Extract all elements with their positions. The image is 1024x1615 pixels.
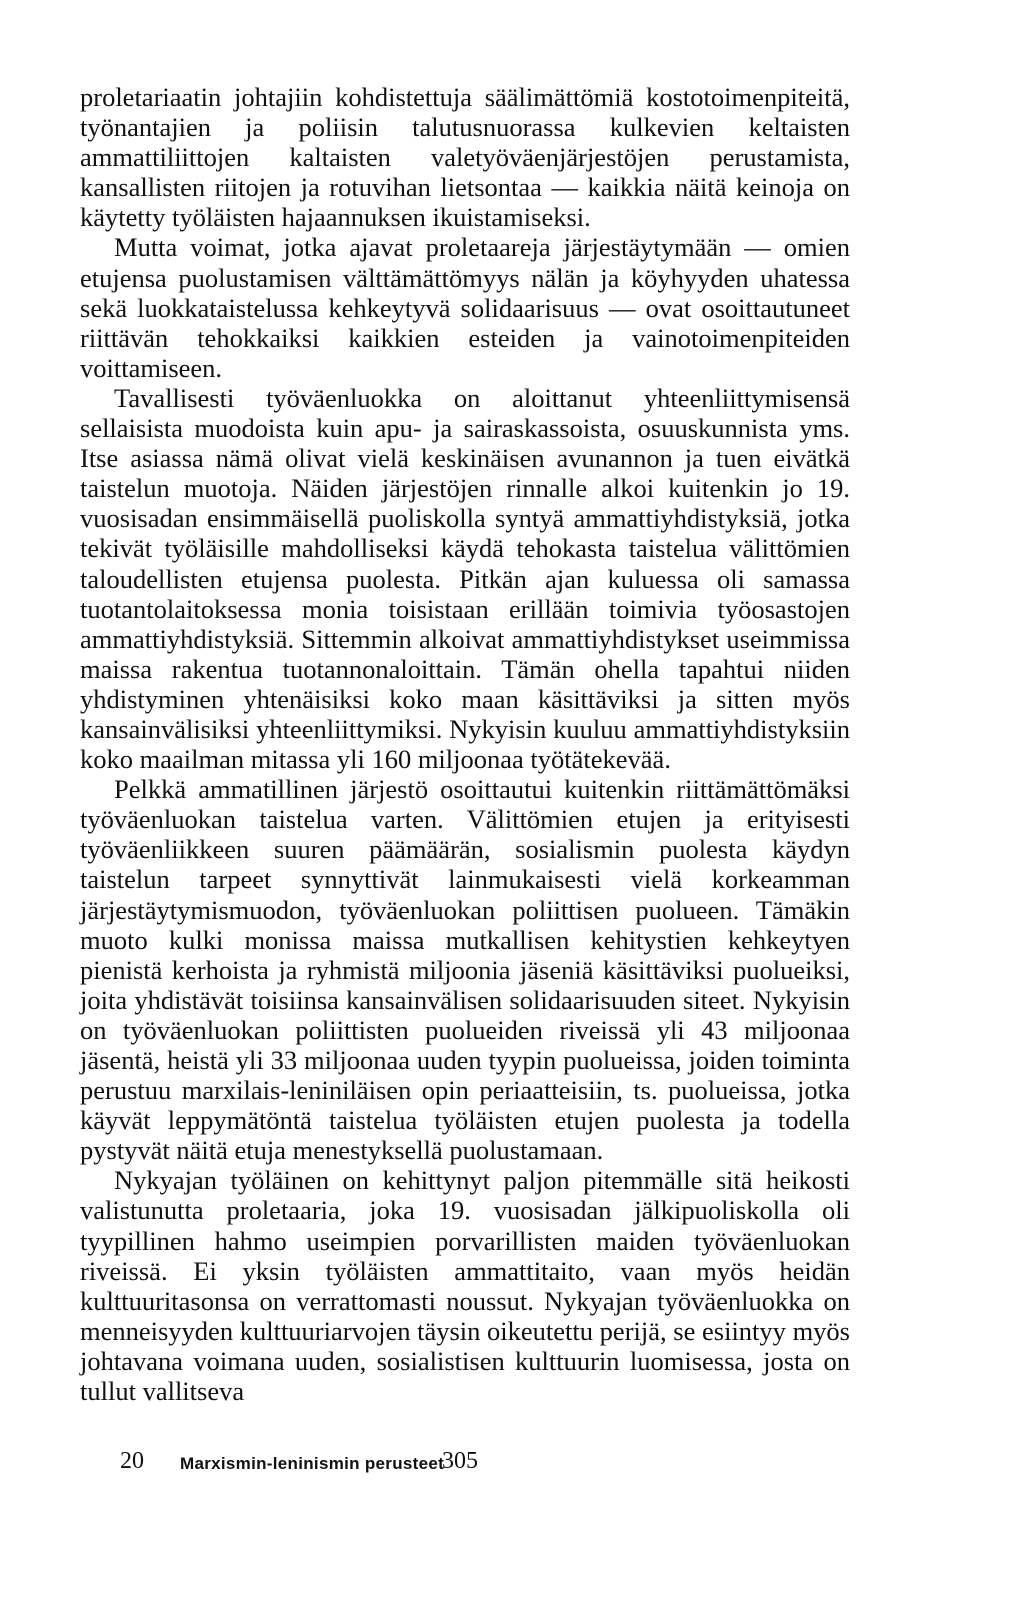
page-number: 305 (442, 1448, 478, 1474)
paragraph-2: Mutta voimat, jotka ajavat proletaareja järjestäytymään — omien etujensa puolustamisen välttämättömyys nälän ja köyhyyden uhatessa sekä luokkataistelussa kehkeytyvä solidaarisuus — ovat osoittautuneet riittävän tehokkaiksi kaikkien esteiden ja vainotoimenpiteiden voittamiseen. (80, 232, 850, 383)
paragraph-3: Tavallisesti työväenluokka on aloittanut yhteenliittymisensä sellaisista muodoista kuin apu- ja sairaskassoista, osuuskunnista yms. Itse asiassa nämä olivat vielä keskinäisen avunannon ja tuen eivätkä taistelun muotoja. Näiden järjestöjen rinnalle alkoi kuitenkin jo 19. vuosisadan ensimmäisellä puoliskolla syntyä ammattiyhdistyksiä, jotka tekivät työläisille mahdolliseksi käydä tehokasta taistelua välittömien taloudellisten etujensa puolesta. Pitkän ajan kuluessa oli samassa tuotantolaitoksessa monia toisistaan erillään toimivia työosastojen ammattiyhdistyksiä. Sittemmin alkoivat ammattiyhdistykset useimmissa maissa rakentua tuotannonaloittain. Tämän ohella tapahtui niiden yhdistyminen yhtenäisiksi koko maan käsittäviksi ja sitten myös kansainvälisiksi yhteenliittymiksi. Nykyisin kuuluu ammattiyhdistyksiin koko maailman mitassa yli 160 miljoonaa työtätekevää. (80, 382, 850, 775)
paragraph-5: Nykyajan työläinen on kehittynyt paljon pitemmälle sitä heikosti valistunutta proletaaria, joka 19. vuosisadan jälkipuoliskolla oli tyypillinen hahmo useimpien porvarillisten maiden työväenluokan riveissä. Ei yksin työläisten ammattitaito, vaan myös heidän kulttuuritasonsa on verrattomasti noussut. Nykyajan työväenluokka on menneisyyden kulttuuriarvojen täysin oikeutettu perijä, se esiintyy myös johtavana voimana uuden, sosialistisen kulttuurin luomisessa, josta on tullut vallitseva (80, 1165, 850, 1407)
paragraph-1: proletariaatin johtajiin kohdistettuja säälimättömiä kostotoimenpiteitä, työnantajien ja poliisin talutusnuorassa kulkevien keltaisten ammattiliittojen kaltaisten valetyöväenjärjestöjen perustamista, kansallisten riitojen ja rotuvihan lietsontaa — kaikkia näitä keinoja on käytetty työläisten hajaannuksen ikuistamiseksi. (80, 82, 850, 233)
signature-number: 20 (120, 1448, 144, 1474)
page-body (80, 82, 850, 1406)
paragraph-4: Pelkkä ammatillinen järjestö osoittautui kuitenkin riittämättömäksi työväenluokan taistelua varten. Välittömien etujen ja erityisesti työväenliikkeen suuren päämäärän, sosialismin puolesta käydyn taistelun tarpeet synnyttivät lainmukaisesti vielä korkeamman järjestäytymismuodon, työväenluokan poliittisen puolueen. Tämäkin muoto kulki monissa maissa mutkallisen kehitystien kehkeytyen pienistä kerhoista ja ryhmistä miljoonia jäseniä käsittäviksi puolueiksi, joita yhdistävät toisiinsa kansainvälisen solidaarisuuden siteet. Nykyisin on työväenluokan poliittisten puolueiden riveissä yli 43 miljoonaa jäsentä, heistä yli 33 miljoonaa uuden tyypin puolueissa, joiden toiminta perustuu marxilais-leniniläisen opin periaatteisiin, ts. puolueissa, jotka käyvät leppymätöntä taistelua työläisten etujen puolesta ja todella pystyvät näitä etuja menestyksellä puolustamaan. (80, 774, 850, 1166)
signature-title: Marxismin-leninismin perusteet (180, 1454, 445, 1473)
